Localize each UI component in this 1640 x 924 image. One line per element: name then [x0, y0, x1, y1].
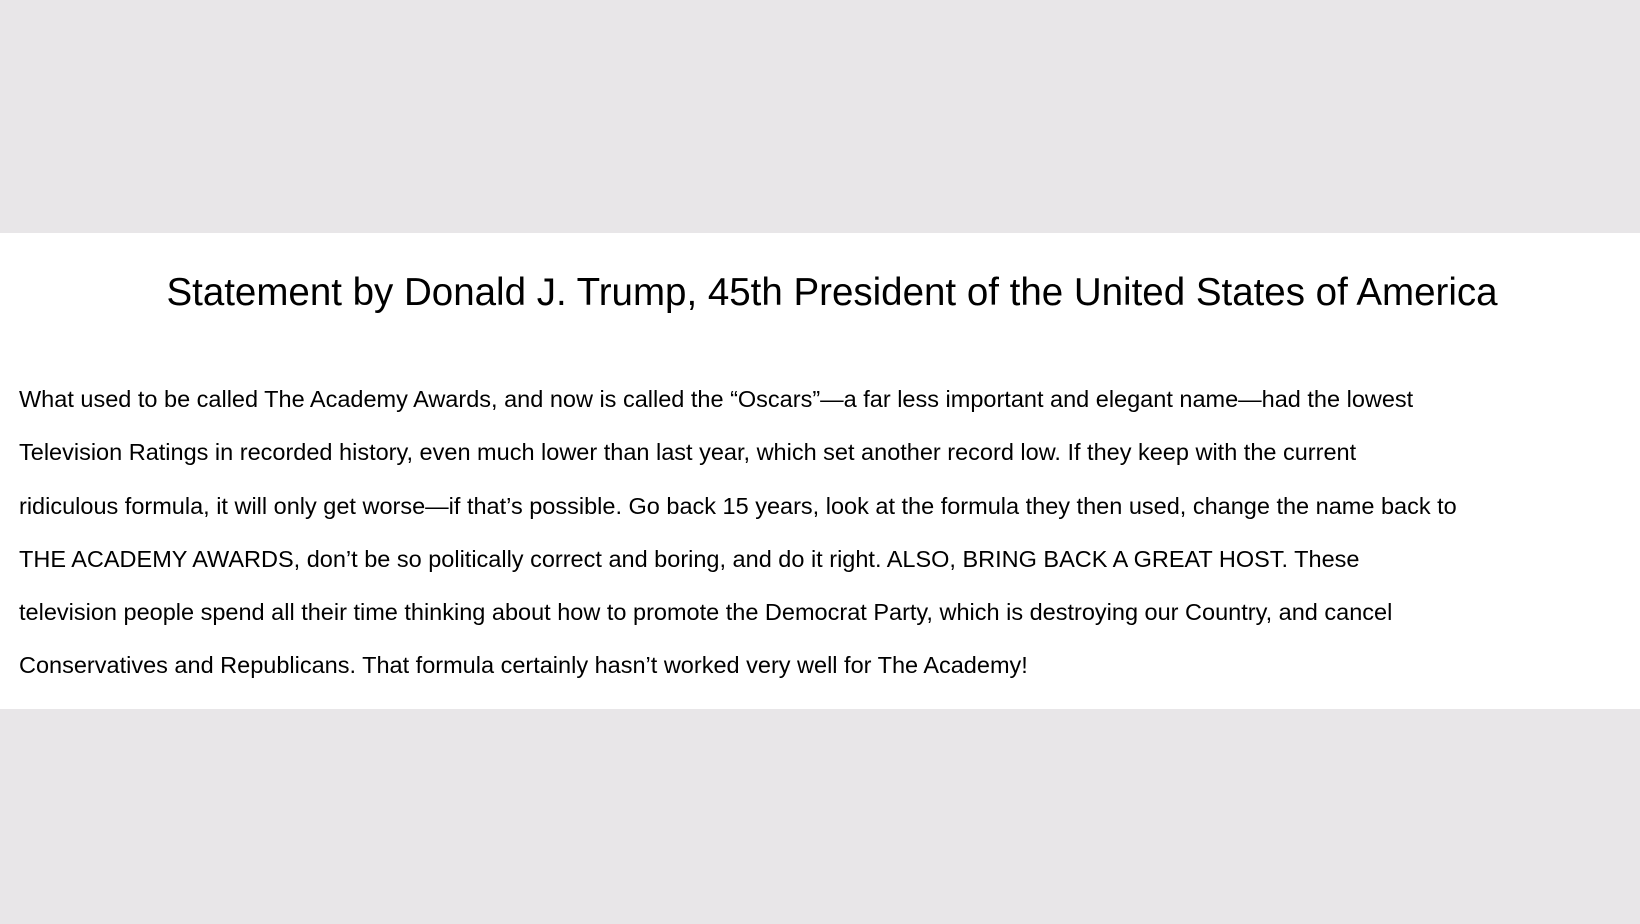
- statement-line-4: THE ACADEMY AWARDS, don’t be so politically correct and boring, and do it right. ALSO, BRING BACK A GREAT HOST. These: [19, 545, 1360, 572]
- statement-panel: [0, 233, 1640, 709]
- statement-line-5: television people spend all their time thinking about how to promote the Democrat Party, which is destroying our Country, and cancel: [19, 599, 1393, 626]
- statement-line-1: What used to be called The Academy Awards, and now is called the “Oscars”—a far less important and elegant name—had the lowest: [19, 386, 1414, 412]
- statement-line-6: Conservatives and Republicans. That formula certainly hasn’t worked very well for The Academy!: [19, 652, 1028, 679]
- statement-line-3: ridiculous formula, it will only get worse—if that’s possible. Go back 15 years, look at the formula they then used, change the name back to: [19, 492, 1457, 519]
- statement-title: Statement by Donald J. Trump, 45th President of the United States of America: [166, 271, 1498, 314]
- statement-body: [19, 373, 1457, 693]
- statement-line-2: Television Ratings in recorded history, even much lower than last year, which set another record low. If they keep with the current: [19, 439, 1357, 466]
